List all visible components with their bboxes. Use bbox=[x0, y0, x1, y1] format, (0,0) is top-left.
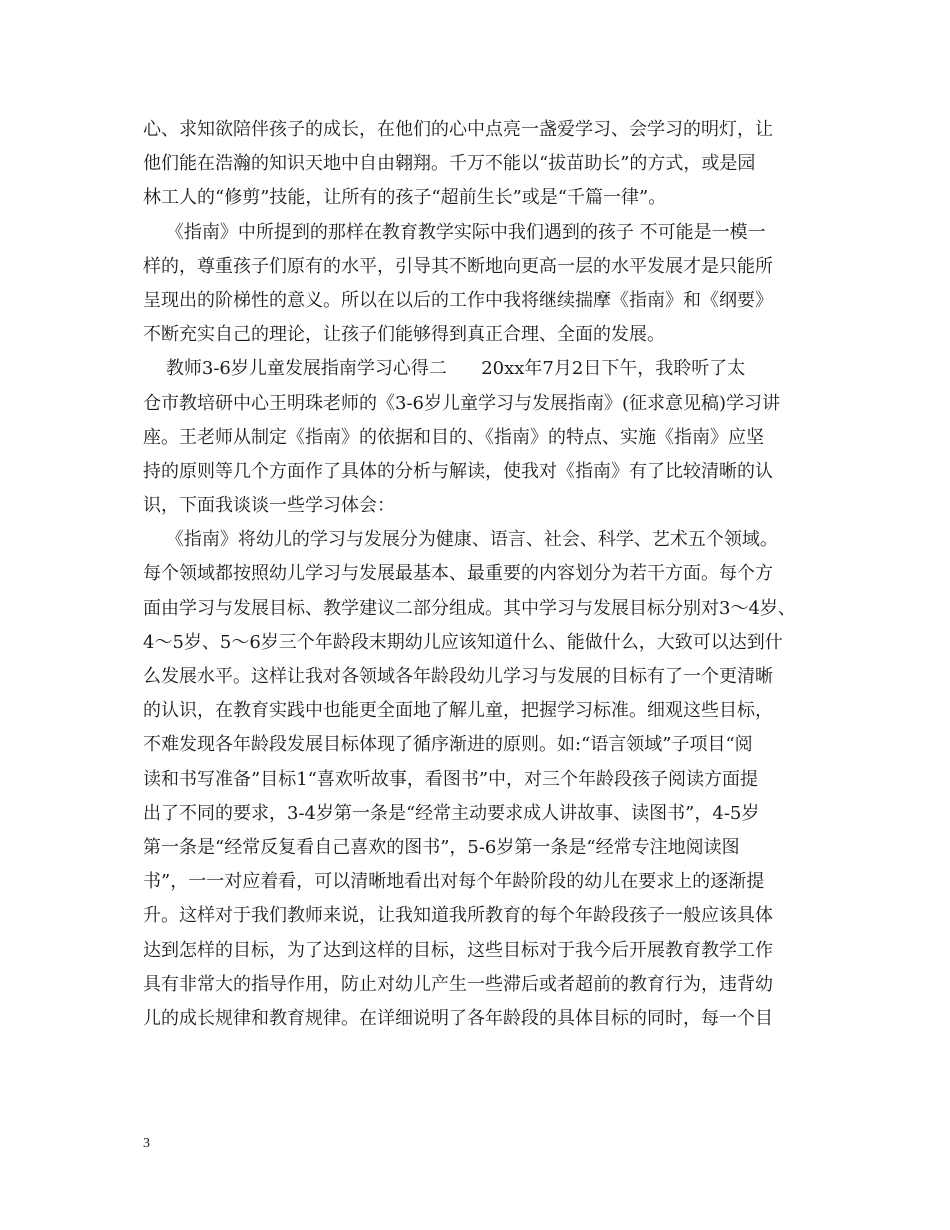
text-line: 不难发现各年龄段发展目标体现了循序渐进的原则。如:“语言领域”子项目“阅 bbox=[143, 734, 753, 756]
text-line: 他们能在浩瀚的知识天地中自由翱翔。千万不能以“拔苗助长”的方式，或是园 bbox=[143, 153, 756, 175]
page-number: 3 bbox=[143, 1136, 150, 1151]
text-line: 儿的成长规律和教育规律。在详细说明了各年龄段的具体目标的同时，每一个目 bbox=[143, 1007, 773, 1029]
body-text bbox=[143, 113, 843, 1036]
text-line: 识，下面我谈谈一些学习体会： bbox=[143, 495, 395, 517]
text-line: 第一条是“经常反复看自己喜欢的图书”，5-6岁第一条是“经常专注地阅读图 bbox=[143, 836, 740, 858]
text-line: 书”，一一对应着看，可以清晰地看出对每个年龄阶段的幼儿在要求上的逐渐提 bbox=[143, 871, 765, 893]
text-line: 呈现出的阶梯性的意义。所以在以后的工作中我将继续揣摩《指南》和《纲要》 bbox=[143, 289, 773, 311]
text-line: 《指南》中所提到的那样在教育教学实际中我们遇到的孩子 不可能是一模一 bbox=[143, 221, 766, 243]
text-line: 读和书写准备”目标1“喜欢听故事，看图书”中，对三个年龄段孩子阅读方面提 bbox=[143, 768, 759, 790]
text-line: 面由学习与发展目标、教学建议二部分组成。其中学习与发展目标分别对3～4岁、 bbox=[143, 597, 796, 619]
text-line: 不断充实自己的理论，让孩子们能够得到真正合理、全面的发展。 bbox=[143, 324, 665, 346]
text-line: 心、求知欲陪伴孩子的成长，在他们的心中点亮一盏爱学习、会学习的明灯，让 bbox=[143, 119, 773, 140]
text-line: 4～5岁、5～6岁三个年龄段末期幼儿应该知道什么、能做什么，大致可以达到什 bbox=[143, 631, 783, 653]
text-line: 达到怎样的目标，为了达到这样的目标，这些目标对于我今后开展教育教学工作 bbox=[143, 939, 773, 961]
text-line: 升。这样对于我们教师来说，让我知道我所教育的每个年龄段孩子一般应该具体 bbox=[143, 905, 773, 927]
text-line: 具有非常大的指导作用，防止对幼儿产生一些滞后或者超前的教育行为，违背幼 bbox=[143, 973, 773, 995]
text-line: 持的原则等几个方面作了具体的分析与解读，使我对《指南》有了比较清晰的认 bbox=[143, 460, 773, 482]
text-line: 座。王老师从制定《指南》的依据和目的、《指南》的特点、实施《指南》应坚 bbox=[143, 426, 764, 448]
text-line: 么发展水平。这样让我对各领域各年龄段幼儿学习与发展的目标有了一个更清晰 bbox=[143, 666, 773, 687]
text-line: 每个领域都按照幼儿学习与发展最基本、最重要的内容划分为若干方面。每个方 bbox=[143, 563, 773, 585]
text-line: 林工人的“修剪”技能，让所有的孩子“超前生长”或是“千篇一律”。 bbox=[143, 187, 667, 209]
text-line: 样的，尊重孩子们原有的水平，引导其不断地向更高一层的水平发展才是只能所 bbox=[143, 255, 773, 277]
text-line: 出了不同的要求，3-4岁第一条是“经常主动要求成人讲故事、读图书”，4-5岁 bbox=[143, 802, 760, 824]
text-line: 的认识，在教育实践中也能更全面地了解儿童，把握学习标准。细观这些目标， bbox=[143, 700, 773, 722]
text-line: 仓市教培研中心王明珠老师的《3-6岁儿童学习与发展指南》(征求意见稿)学习讲 bbox=[143, 392, 781, 414]
text-line: 《指南》将幼儿的学习与发展分为健康、语言、社会、科学、艺术五个领域。 bbox=[143, 529, 778, 551]
text-line: 教师3-6岁儿童发展指南学习心得二 20xx年7月2日下午，我聆听了太 bbox=[143, 358, 746, 380]
